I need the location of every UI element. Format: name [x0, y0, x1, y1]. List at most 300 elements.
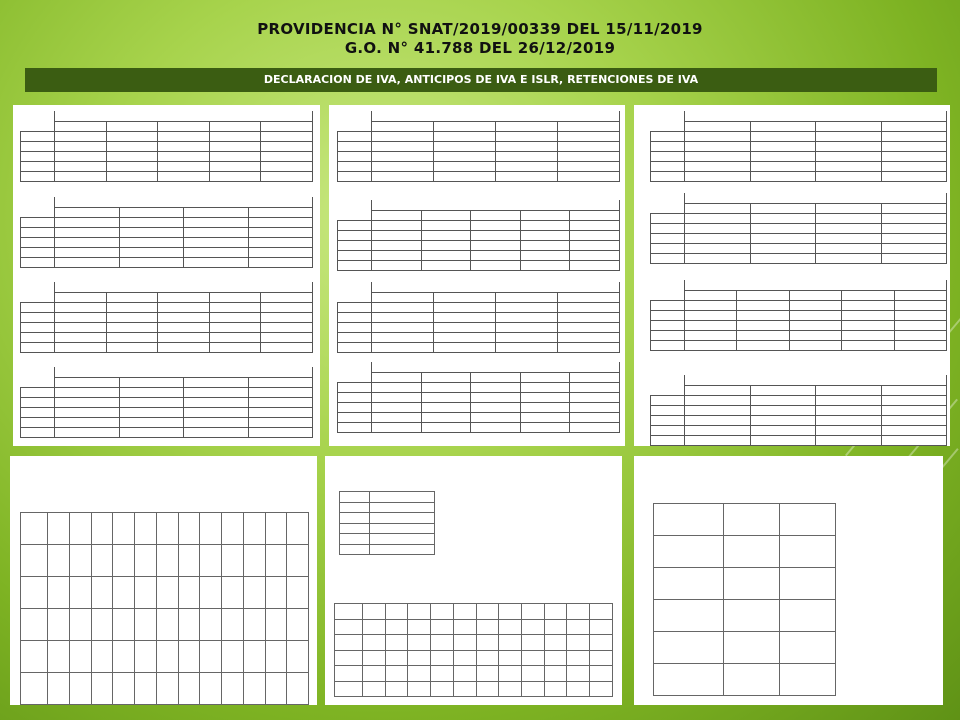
- due-day: [119, 237, 184, 247]
- due-day: [558, 171, 620, 181]
- rif-header-cell: [338, 111, 372, 131]
- due-day: [209, 161, 261, 171]
- rif-label: [340, 523, 370, 534]
- rif-label: [335, 681, 363, 697]
- due-day: [496, 151, 558, 161]
- week-header: [842, 290, 894, 300]
- due-day: [209, 342, 261, 352]
- due-day: [520, 240, 570, 250]
- due-day: [496, 302, 558, 312]
- table-row: [651, 151, 947, 161]
- rif-label: [651, 223, 685, 233]
- table-row: [335, 635, 613, 651]
- due-day: [158, 342, 210, 352]
- due-day: [520, 220, 570, 230]
- due-day: [265, 673, 287, 705]
- due-day: [496, 342, 558, 352]
- due-day: [156, 609, 178, 641]
- due-day: [590, 619, 613, 635]
- week-header: [558, 292, 620, 302]
- due-day: [372, 161, 434, 171]
- rif-label: [21, 427, 55, 437]
- due-day: [567, 619, 590, 635]
- week-header: [471, 210, 521, 220]
- due-day: [881, 415, 947, 425]
- due-day: [158, 332, 210, 342]
- header-row: [335, 604, 613, 620]
- due-day: [522, 635, 545, 651]
- table-row: [21, 131, 313, 141]
- due-day: [881, 435, 947, 445]
- due-day: [685, 330, 737, 340]
- due-day: [370, 502, 435, 513]
- week-header: [434, 292, 496, 302]
- week-header: [55, 121, 107, 131]
- table-row: [21, 417, 313, 427]
- due-day: [520, 392, 570, 402]
- column-header: [408, 604, 431, 620]
- due-day: [113, 673, 135, 705]
- rif-label: [338, 332, 372, 342]
- due-day: [372, 392, 422, 402]
- table-row: [21, 322, 313, 332]
- due-day: [570, 250, 620, 260]
- table-row: [651, 320, 947, 330]
- rif-label: [338, 220, 372, 230]
- due-day: [881, 223, 947, 233]
- due-day: [363, 619, 386, 635]
- due-day: [522, 681, 545, 697]
- week-header: [184, 377, 249, 387]
- due-day: [287, 609, 309, 641]
- column-header: [431, 604, 454, 620]
- column-header: [340, 492, 370, 503]
- due-day: [496, 312, 558, 322]
- due-day: [434, 171, 496, 181]
- month-title: [685, 193, 947, 203]
- due-day: [789, 340, 841, 350]
- week-header: [789, 290, 841, 300]
- due-day: [750, 405, 816, 415]
- column-header: [243, 513, 265, 545]
- title-line-1: PROVIDENCIA N° SNAT/2019/00339 DEL 15/11/2019: [257, 20, 703, 38]
- due-day: [520, 422, 570, 432]
- due-day: [222, 609, 244, 641]
- column-header: [370, 492, 435, 503]
- column-header: [499, 604, 522, 620]
- rif-header-cell: [21, 197, 55, 217]
- due-day: [434, 141, 496, 151]
- column-header: [135, 513, 157, 545]
- due-day: [106, 131, 158, 141]
- due-day: [200, 577, 222, 609]
- due-day: [471, 220, 521, 230]
- due-day: [685, 340, 737, 350]
- rif-label: [338, 171, 372, 181]
- due-day: [158, 171, 210, 181]
- due-day: [471, 250, 521, 260]
- due-day: [453, 666, 476, 682]
- due-day: [421, 422, 471, 432]
- due-day: [287, 673, 309, 705]
- month-title: [372, 362, 620, 372]
- due-day: [178, 673, 200, 705]
- due-day: [816, 213, 882, 223]
- table-row: [651, 425, 947, 435]
- due-day: [158, 312, 210, 322]
- due-day: [184, 217, 249, 227]
- due-day: [570, 382, 620, 392]
- table-row: [651, 405, 947, 415]
- month-table: [650, 193, 947, 264]
- due-day: [685, 310, 737, 320]
- due-day: [737, 300, 789, 310]
- week-header: [881, 121, 947, 131]
- week-header: [248, 207, 313, 217]
- due-day: [119, 387, 184, 397]
- table-row: [338, 220, 620, 230]
- due-day: [570, 220, 620, 230]
- due-day: [750, 415, 816, 425]
- table-row: [338, 342, 620, 352]
- due-day: [842, 340, 894, 350]
- due-day: [558, 151, 620, 161]
- due-day: [209, 171, 261, 181]
- due-day: [119, 427, 184, 437]
- week-header: [106, 292, 158, 302]
- rif-header-cell: [21, 367, 55, 387]
- due-day: [685, 161, 751, 171]
- due-day: [750, 435, 816, 445]
- due-day: [106, 302, 158, 312]
- due-day: [372, 131, 434, 141]
- month-title: [685, 280, 947, 290]
- irregular-islr-table: [334, 603, 613, 697]
- week-header: [685, 385, 751, 395]
- due-day: [135, 577, 157, 609]
- rif-label: [654, 568, 724, 600]
- due-day: [685, 320, 737, 330]
- due-day: [363, 635, 386, 651]
- rif-label: [21, 151, 55, 161]
- due-day: [408, 681, 431, 697]
- due-day: [685, 300, 737, 310]
- month-table: [20, 282, 313, 353]
- due-day: [789, 320, 841, 330]
- rif-label: [21, 322, 55, 332]
- due-day: [119, 407, 184, 417]
- due-day: [408, 650, 431, 666]
- table-row: [340, 534, 435, 545]
- due-day: [570, 260, 620, 270]
- due-day: [209, 322, 261, 332]
- due-day: [685, 131, 751, 141]
- rif-label: [340, 513, 370, 524]
- due-day: [881, 405, 947, 415]
- column-header: [287, 513, 309, 545]
- due-day: [113, 545, 135, 577]
- due-day: [881, 213, 947, 223]
- due-day: [370, 544, 435, 555]
- table-row: [654, 568, 836, 600]
- table-row: [651, 141, 947, 151]
- due-day: [48, 673, 70, 705]
- due-day: [558, 312, 620, 322]
- due-day: [243, 577, 265, 609]
- due-day: [408, 619, 431, 635]
- due-day: [724, 568, 780, 600]
- due-day: [55, 387, 120, 397]
- rif-label: [21, 237, 55, 247]
- month-title: [372, 282, 620, 292]
- rif-label: [338, 322, 372, 332]
- table-row: [338, 402, 620, 412]
- week-header: [372, 372, 422, 382]
- rif-label: [21, 609, 48, 641]
- month-table: [650, 111, 947, 182]
- due-day: [421, 240, 471, 250]
- due-day: [558, 141, 620, 151]
- table-row: [651, 435, 947, 445]
- due-day: [558, 322, 620, 332]
- rif-label: [654, 600, 724, 632]
- table-row: [338, 302, 620, 312]
- due-day: [243, 641, 265, 673]
- due-day: [200, 673, 222, 705]
- table-row: [338, 230, 620, 240]
- table-row: [340, 523, 435, 534]
- rif-label: [21, 673, 48, 705]
- due-day: [558, 302, 620, 312]
- due-day: [222, 673, 244, 705]
- rif-header-cell: [338, 200, 372, 220]
- table-row: [21, 427, 313, 437]
- due-day: [119, 247, 184, 257]
- week-header: [248, 377, 313, 387]
- rif-label: [651, 405, 685, 415]
- due-day: [55, 227, 120, 237]
- table-row: [21, 397, 313, 407]
- table-row: [654, 536, 836, 568]
- rif-label: [651, 233, 685, 243]
- column-header: [156, 513, 178, 545]
- week-header: [881, 385, 947, 395]
- rif-label: [651, 141, 685, 151]
- due-day: [119, 397, 184, 407]
- due-day: [750, 425, 816, 435]
- week-header: [816, 121, 882, 131]
- due-day: [567, 666, 590, 682]
- due-day: [55, 151, 107, 161]
- due-day: [881, 395, 947, 405]
- due-day: [453, 681, 476, 697]
- due-day: [184, 427, 249, 437]
- rif-label: [654, 632, 724, 664]
- rif-label: [654, 664, 724, 696]
- due-day: [55, 217, 120, 227]
- due-day: [184, 387, 249, 397]
- table-row: [651, 243, 947, 253]
- table-row: [338, 392, 620, 402]
- due-day: [372, 382, 422, 392]
- table-row: [651, 415, 947, 425]
- due-day: [881, 171, 947, 181]
- due-day: [881, 151, 947, 161]
- due-day: [158, 131, 210, 141]
- due-day: [363, 650, 386, 666]
- due-day: [372, 312, 434, 322]
- rif-label: [651, 330, 685, 340]
- due-day: [287, 545, 309, 577]
- column-header: [544, 604, 567, 620]
- table-row: [21, 302, 313, 312]
- due-day: [119, 417, 184, 427]
- due-day: [158, 141, 210, 151]
- month-title: [55, 367, 313, 377]
- rif-label: [651, 243, 685, 253]
- week-header: [685, 203, 751, 213]
- due-day: [881, 161, 947, 171]
- column-header: [265, 513, 287, 545]
- table-row: [21, 673, 309, 705]
- due-day: [816, 425, 882, 435]
- due-day: [434, 342, 496, 352]
- due-day: [476, 666, 499, 682]
- week-header: [119, 377, 184, 387]
- due-day: [106, 342, 158, 352]
- due-day: [567, 650, 590, 666]
- table-row: [651, 253, 947, 263]
- due-day: [431, 681, 454, 697]
- due-day: [48, 545, 70, 577]
- due-day: [287, 641, 309, 673]
- rif-header-cell: [651, 375, 685, 395]
- due-day: [750, 233, 816, 243]
- due-day: [544, 635, 567, 651]
- header-row: [654, 504, 836, 536]
- due-day: [55, 141, 107, 151]
- rif-label: [651, 131, 685, 141]
- rif-label: [651, 253, 685, 263]
- table-row: [654, 664, 836, 696]
- due-day: [434, 332, 496, 342]
- due-day: [780, 664, 836, 696]
- due-day: [248, 417, 313, 427]
- due-day: [471, 382, 521, 392]
- due-day: [55, 332, 107, 342]
- due-day: [471, 260, 521, 270]
- due-day: [570, 392, 620, 402]
- due-day: [453, 650, 476, 666]
- table-row: [651, 233, 947, 243]
- due-day: [184, 227, 249, 237]
- table-row: [651, 395, 947, 405]
- due-day: [816, 131, 882, 141]
- month-table: [337, 200, 620, 271]
- due-day: [499, 681, 522, 697]
- due-day: [685, 405, 751, 415]
- rif-header-cell: [21, 282, 55, 302]
- due-day: [385, 681, 408, 697]
- rif-label: [21, 161, 55, 171]
- table-row: [651, 223, 947, 233]
- due-day: [750, 161, 816, 171]
- column-header: [476, 604, 499, 620]
- due-day: [119, 217, 184, 227]
- week-header: [750, 203, 816, 213]
- week-header: [496, 292, 558, 302]
- rif-header-cell: [21, 111, 55, 131]
- due-day: [750, 253, 816, 263]
- due-day: [248, 407, 313, 417]
- rif-label: [21, 417, 55, 427]
- rif-label: [338, 342, 372, 352]
- table-row: [654, 632, 836, 664]
- table-row: [651, 340, 947, 350]
- column-header: [363, 604, 386, 620]
- due-day: [737, 310, 789, 320]
- week-header: [119, 207, 184, 217]
- due-day: [106, 161, 158, 171]
- due-day: [91, 545, 113, 577]
- due-day: [499, 635, 522, 651]
- column-header: [385, 604, 408, 620]
- column-header: [590, 604, 613, 620]
- table-row: [651, 310, 947, 320]
- due-day: [248, 427, 313, 437]
- due-day: [558, 161, 620, 171]
- month-table: [20, 111, 313, 182]
- due-day: [434, 322, 496, 332]
- table-row: [338, 250, 620, 260]
- due-day: [476, 650, 499, 666]
- due-day: [499, 666, 522, 682]
- due-day: [158, 151, 210, 161]
- rif-label: [335, 650, 363, 666]
- table-row: [21, 332, 313, 342]
- islr-retenciones-table: [20, 512, 309, 705]
- due-day: [421, 220, 471, 230]
- due-day: [69, 609, 91, 641]
- due-day: [372, 342, 434, 352]
- column-header: [222, 513, 244, 545]
- due-day: [55, 342, 107, 352]
- table-row: [21, 609, 309, 641]
- header-row: [340, 492, 435, 503]
- section-band: DECLARACION DE IVA, ANTICIPOS DE IVA E ISLR, RETENCIONES DE IVA: [25, 68, 937, 92]
- due-day: [200, 641, 222, 673]
- title-line-2: G.O. N° 41.788 DEL 26/12/2019: [344, 39, 616, 57]
- due-day: [881, 131, 947, 141]
- due-day: [209, 302, 261, 312]
- due-day: [685, 223, 751, 233]
- due-day: [184, 247, 249, 257]
- table-row: [651, 171, 947, 181]
- due-day: [209, 141, 261, 151]
- due-day: [750, 395, 816, 405]
- due-day: [816, 415, 882, 425]
- due-day: [55, 427, 120, 437]
- due-day: [780, 632, 836, 664]
- due-day: [200, 609, 222, 641]
- due-day: [816, 405, 882, 415]
- due-day: [544, 681, 567, 697]
- rif-label: [21, 641, 48, 673]
- rif-label: [651, 171, 685, 181]
- due-day: [816, 161, 882, 171]
- due-day: [750, 223, 816, 233]
- column-header: [113, 513, 135, 545]
